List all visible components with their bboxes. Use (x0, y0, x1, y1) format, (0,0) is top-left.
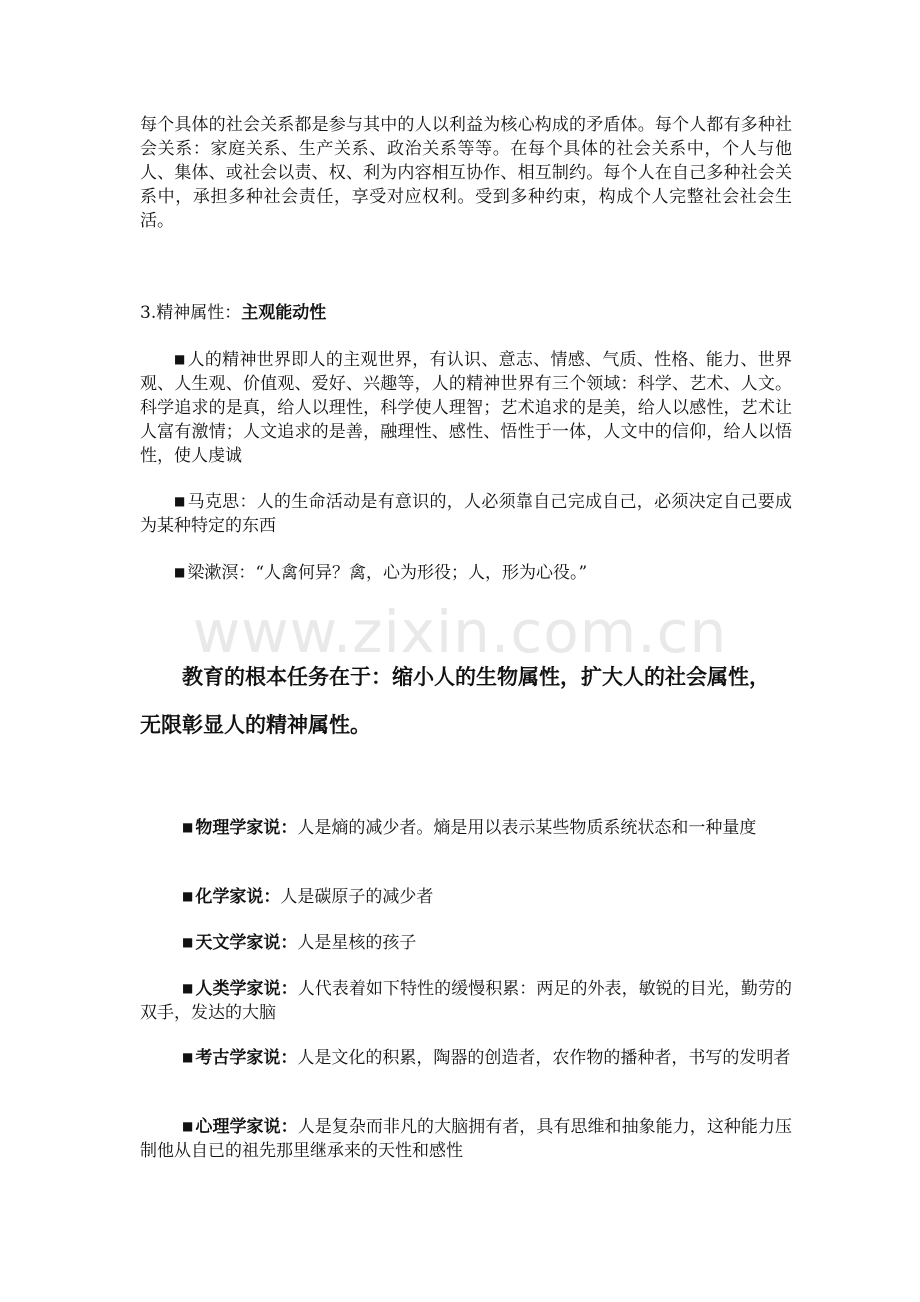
bullet-square-icon: ■ (182, 935, 194, 949)
scientist-label: 化学家说： (195, 887, 281, 907)
scientist-label: 人类学家说： (195, 979, 298, 999)
scientist-text: 人是星核的孩子 (297, 933, 417, 953)
bullet-square-icon: ■ (182, 820, 194, 834)
bullet-square-icon: ■ (174, 352, 186, 366)
spirit-item-text: 马克思：人的生命活动是有意识的，人必须靠自己完成自己，必须决定自己要成为某种特定的东西 (140, 492, 793, 536)
scientist-label: 物理学家说： (195, 818, 298, 838)
scientist-label: 考古学家说： (195, 1048, 298, 1068)
scientist-item (140, 884, 792, 909)
spirit-item-text: 人的精神世界即人的主观世界，有认识、意志、情感、气质、性格、能力、世界观、人生观、价值观、爱好、兴趣等，人的精神世界有三个领域：科学、艺术、人文。科学追求的是真，给人以理性，科学使人理智；艺术追求的是美，给人以感性，艺术让人富有激情；人文追求的是善，融理性、感性、悟性于一体，人文中的信仰，给人以悟性，使人虔诚 (140, 350, 793, 466)
scientist-item (140, 1045, 792, 1070)
scientist-item (140, 815, 792, 840)
scientist-item (140, 1114, 792, 1163)
bullet-square-icon: ■ (182, 889, 194, 903)
intro-paragraph: 每个具体的社会关系都是参与其中的人以利益为核心构成的矛盾体。每个人都有多种社会关系：家庭关系、生产关系、政治关系等等。在每个具体的社会关系中，个人与他人、集体、或社会以责、权、利为内容相互协作、相互制约。每个人在自己多种社会关系中，承担多种社会责任，享受对应权利。受到多种约束，构成个人完整社会社会生活。 (140, 115, 792, 231)
spirit-item (140, 347, 792, 468)
scientist-label: 心理学家说： (195, 1117, 298, 1137)
section-3-heading (140, 301, 792, 325)
education-statement-line-1: 教育的根本任务在于：缩小人的生物属性，扩大人的社会属性， (182, 665, 770, 689)
bullet-square-icon: ■ (182, 1050, 194, 1064)
scientist-item (140, 930, 792, 955)
scientist-text: 人是碳原子的减少者 (280, 887, 434, 907)
scientist-text: 人是熵的减少者。熵是用以表示某些物质系统状态和一种量度 (297, 818, 757, 838)
scientist-item (140, 976, 792, 1025)
scientist-label: 天文学家说： (195, 933, 298, 953)
bullet-square-icon: ■ (174, 494, 186, 508)
section-3-prefix: 3.精神属性： (140, 303, 242, 323)
spirit-item (140, 489, 792, 538)
scientist-text: 人是文化的积累，陶器的创造者，农作物的播种者，书写的发明者 (297, 1048, 791, 1068)
bullet-square-icon: ■ (174, 565, 186, 579)
section-3-emphasis: 主观能动性 (241, 303, 327, 323)
spirit-item (140, 560, 792, 585)
scientist-text: 人代表着如下特性的缓慢积累：两足的外表，敏锐的目光，勤劳的双手，发达的大脑 (140, 979, 793, 1023)
bullet-square-icon: ■ (182, 981, 194, 995)
education-statement-line-2: 无限彰显人的精神属性。 (140, 713, 371, 737)
watermark: www.zixin.com.cn (192, 598, 728, 666)
scientist-text: 人是复杂而非凡的大脑拥有者，具有思维和抽象能力，这种能力压制他从自已的祖先那里继承来的天性和感性 (140, 1117, 793, 1161)
spirit-item-text: 梁漱溟：“人禽何异？禽，心为形役；人，形为心役。” (187, 563, 588, 583)
bullet-square-icon: ■ (182, 1119, 194, 1133)
